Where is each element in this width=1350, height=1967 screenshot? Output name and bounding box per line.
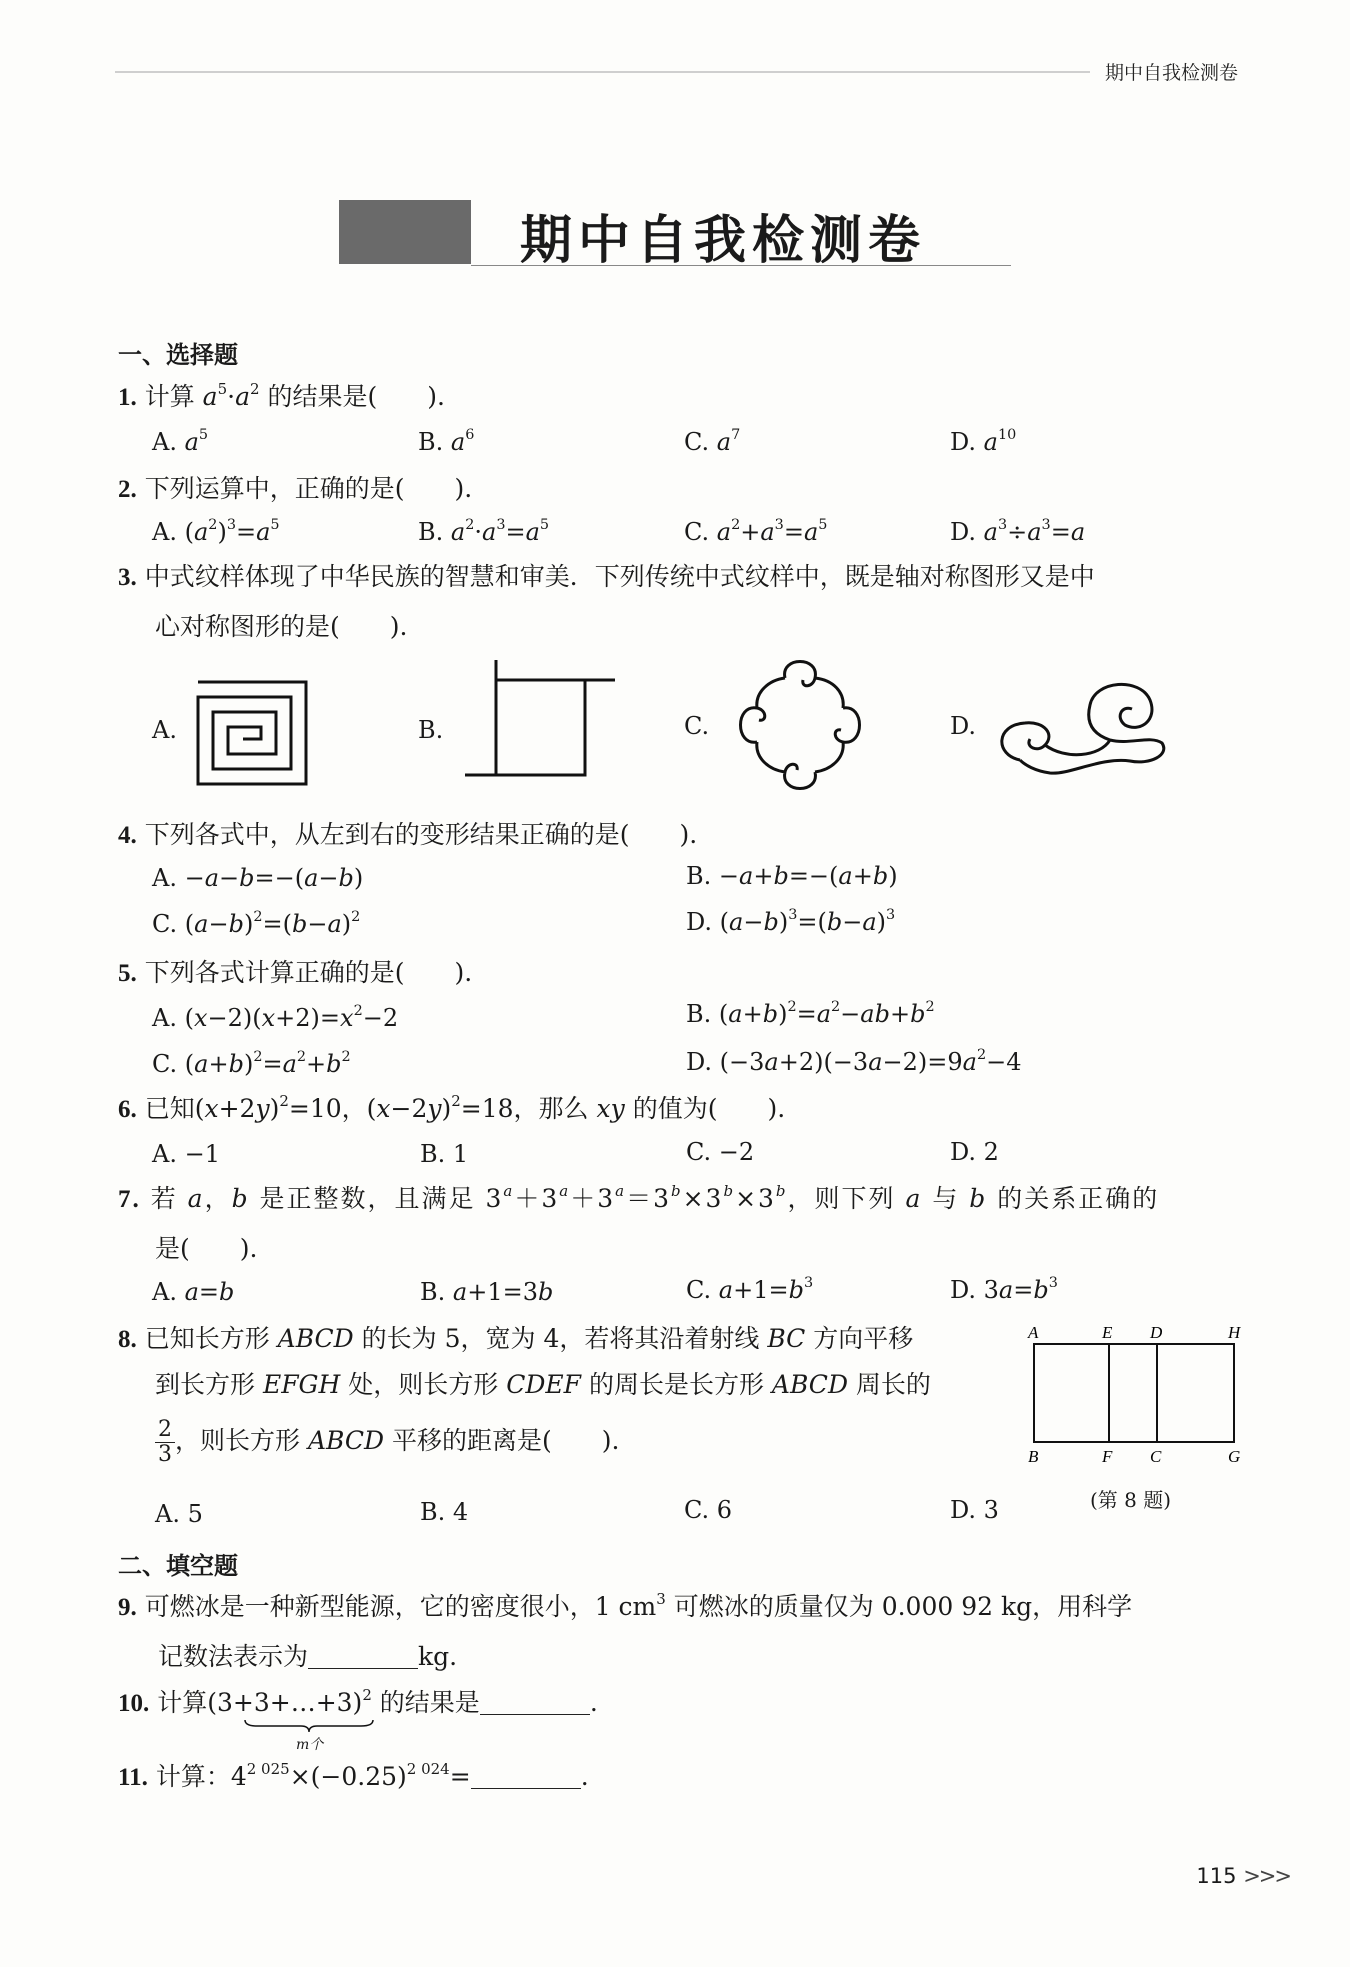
question-stem: 可燃冰是一种新型能源，它的密度很小，1 cm bbox=[144, 1592, 657, 1621]
question-7 bbox=[118, 1182, 1159, 1217]
question-8 bbox=[118, 1322, 913, 1357]
question-8-cont: 到长方形 EFGH 处，则长方形 CDEF 的周长是长方形 ABCD 周长的 bbox=[155, 1370, 931, 1399]
option-label: C. bbox=[152, 910, 178, 938]
option-label: D. bbox=[950, 518, 977, 546]
option-label: B. bbox=[420, 1498, 446, 1526]
q4-option-a[interactable]: A. −a−b=−(a−b) bbox=[152, 864, 364, 892]
option-label: C. bbox=[684, 428, 710, 456]
q4-option-b[interactable]: B. −a+b=−(a+b) bbox=[686, 862, 898, 890]
question-stem: 已知$(x+2y)^2=10$，$(x-2y)^2=18$，那么 xy 的值为( ). bbox=[144, 1091, 786, 1123]
option-label: A. bbox=[155, 1500, 180, 1528]
option-label: A. bbox=[152, 1278, 177, 1306]
option-label: D. bbox=[686, 908, 713, 936]
question-number: 11. bbox=[118, 1764, 148, 1791]
option-label: D. bbox=[686, 1048, 713, 1076]
question-number: 10. bbox=[118, 1690, 150, 1717]
option-label: A. bbox=[152, 1140, 177, 1168]
q2-option-b[interactable]: B. $a^2\cdot a^3=a^5$ bbox=[418, 517, 550, 546]
option-label: C. bbox=[684, 1496, 710, 1524]
q7-option-b[interactable]: B. a+1=3b bbox=[420, 1278, 554, 1306]
question-stem: 下列各式计算正确的是( ). bbox=[144, 958, 473, 987]
q1-option-d[interactable]: D. $a^{10}$ bbox=[950, 427, 1017, 456]
corner-frame-pattern-icon[interactable] bbox=[460, 655, 620, 785]
question-number: 2. bbox=[118, 476, 137, 503]
running-title: 期中自我检测卷 bbox=[1104, 62, 1238, 84]
option-label: D. bbox=[950, 428, 977, 456]
page-number bbox=[1196, 1864, 1290, 1888]
option-label: B. bbox=[420, 1278, 446, 1306]
option-label: D. bbox=[950, 1496, 977, 1524]
rectangle-translation-figure bbox=[1022, 1318, 1242, 1468]
q4-option-d[interactable]: D. $(a-b)^3=(b-a)^3$ bbox=[686, 907, 896, 936]
option-label: C. bbox=[686, 1276, 712, 1304]
question-stem: 的结果是 bbox=[371, 1688, 480, 1717]
question-5 bbox=[118, 956, 472, 991]
label-c: C bbox=[1150, 1447, 1162, 1466]
q1-option-b[interactable]: B. $a^6$ bbox=[418, 427, 475, 456]
section-heading-fill: 二、填空题 bbox=[118, 1552, 238, 1580]
q3-option-d-label[interactable]: D. bbox=[950, 712, 977, 740]
option-label: B. bbox=[420, 1140, 446, 1168]
q5-option-b[interactable]: B. $(a+b)^2=a^2-ab+b^2$ bbox=[686, 999, 935, 1028]
question-number: 5. bbox=[118, 960, 137, 987]
q5-option-a[interactable]: A. $(x-2)(x+2)=x^2-2$ bbox=[152, 1003, 399, 1032]
q5-option-c[interactable]: C. $(a+b)^2=a^2+b^2$ bbox=[152, 1049, 351, 1078]
label-b: B bbox=[1028, 1447, 1039, 1466]
q3-option-a-label[interactable]: A. bbox=[152, 716, 177, 744]
section-heading-choice: 一、选择题 bbox=[118, 341, 238, 369]
option-label: C. bbox=[152, 1050, 178, 1078]
question-1: 1. 计算 $a^5\cdot a^2$ 的结果是( ). bbox=[118, 379, 445, 411]
answer-blank[interactable] bbox=[471, 1762, 581, 1789]
label-f: F bbox=[1102, 1447, 1113, 1466]
q2-option-a[interactable]: A. $(a^2)^3=a^5$ bbox=[152, 517, 280, 546]
question-3-cont: 心对称图形的是( ). bbox=[155, 612, 408, 641]
question-stem: 下列各式中，从左到右的变形结果正确的是( ). bbox=[144, 820, 698, 849]
q3-option-c-label[interactable]: C. bbox=[684, 712, 710, 740]
q2-option-d[interactable]: D. $a^3\div a^3=a$ bbox=[950, 517, 1086, 546]
option-label: A. bbox=[152, 518, 177, 546]
q6-option-a[interactable]: A. −1 bbox=[152, 1140, 220, 1168]
question-number: 6. bbox=[118, 1096, 137, 1123]
q8-option-a[interactable]: A. 5 bbox=[155, 1500, 203, 1528]
q8-option-c[interactable]: C. 6 bbox=[684, 1496, 733, 1524]
title-underline bbox=[471, 265, 1011, 266]
q6-option-d[interactable]: D. 2 bbox=[950, 1138, 999, 1166]
unit-label: kg. bbox=[418, 1642, 458, 1671]
fraction-two-thirds: $\frac{2}{3}$ bbox=[155, 1418, 175, 1467]
question-9: 9. 可燃冰是一种新型能源，它的密度很小，1 $cm^3$ 可燃冰的质量仅为 0.000 92 kg，用科学 bbox=[118, 1589, 1133, 1621]
answer-blank[interactable] bbox=[480, 1688, 590, 1715]
question-number: 9. bbox=[118, 1594, 137, 1621]
question-stem: 计算 bbox=[144, 382, 203, 411]
figure-caption: (第 8 题) bbox=[1090, 1488, 1172, 1512]
q5-option-d[interactable]: D. $(-3a+2)(-3a-2)=9a^2-4$ bbox=[686, 1047, 1022, 1076]
q8-option-b[interactable]: B. 4 bbox=[420, 1498, 469, 1526]
question-11: 11. 计算：$4^{2 025}\times(-0.25)^{2 024}=$ . bbox=[118, 1759, 589, 1791]
q4-option-c[interactable]: C. $(a-b)^2=(b-a)^2$ bbox=[152, 909, 361, 938]
question-stem: 可燃冰的质量仅为 0.000 92 kg，用科学 bbox=[665, 1592, 1133, 1621]
question-6 bbox=[118, 1092, 785, 1127]
option-label: B. bbox=[686, 862, 712, 890]
q7-option-a[interactable]: A. a=b bbox=[152, 1278, 235, 1306]
label-a: A bbox=[1028, 1323, 1039, 1342]
question-stem: 中式纹样体现了中华民族的智慧和审美．下列传统中式纹样中，既是轴对称图形又是中 bbox=[144, 562, 1095, 591]
question-9-cont bbox=[158, 1640, 457, 1674]
option-label: D. bbox=[950, 1276, 977, 1304]
q7-option-c[interactable]: C. $a+1=b^3$ bbox=[686, 1275, 814, 1304]
option-label: A. bbox=[152, 864, 177, 892]
cloud-quatrefoil-pattern-icon[interactable] bbox=[725, 650, 875, 800]
answer-blank[interactable] bbox=[308, 1642, 418, 1669]
question-stem: 若 a，b 是正整数，且满足 $3^a+3^a+3^a=3^b\times 3^b\times 3^b$，则下列 a 与 b 的关系正确的 bbox=[150, 1181, 1160, 1213]
q1-option-c[interactable]: C. $a^7$ bbox=[684, 427, 741, 456]
option-label: C. bbox=[686, 1138, 712, 1166]
question-10: 10. 计算(3+3+…+3)$^2$ 的结果是 . bbox=[118, 1686, 598, 1721]
label-h: H bbox=[1228, 1323, 1241, 1342]
q3-option-b-label[interactable]: B. bbox=[418, 716, 444, 744]
q6-option-b[interactable]: B. 1 bbox=[420, 1140, 469, 1168]
label-d: D bbox=[1150, 1323, 1163, 1342]
underbrace-sum: 3+3+…+3 bbox=[216, 1688, 353, 1717]
question-7-cont: 是( ). bbox=[155, 1234, 258, 1263]
question-stem: 的结果是( ). bbox=[259, 382, 445, 411]
option-label: B. bbox=[418, 518, 444, 546]
title-decoration bbox=[339, 200, 471, 264]
underbrace-icon bbox=[243, 1718, 375, 1734]
option-label: B. bbox=[418, 428, 444, 456]
chevron-right-icon: >>> bbox=[1243, 1864, 1290, 1888]
spiral-pattern-icon[interactable] bbox=[188, 672, 318, 792]
question-number: 1. bbox=[118, 384, 137, 411]
question-number: 4. bbox=[118, 822, 137, 849]
question-stem: 下列运算中，正确的是( ). bbox=[144, 474, 473, 503]
question-stem: 计算： bbox=[155, 1762, 231, 1791]
q6-option-c[interactable]: C. −2 bbox=[686, 1138, 755, 1166]
q1-option-a[interactable]: A. $a^5$ bbox=[152, 427, 209, 456]
label-g: G bbox=[1228, 1447, 1241, 1466]
auspicious-cloud-pattern-icon[interactable] bbox=[990, 665, 1170, 785]
option-label: D. bbox=[950, 1138, 977, 1166]
q7-option-d[interactable]: D. $3a=b^3$ bbox=[950, 1275, 1058, 1304]
option-label: A. bbox=[152, 1004, 177, 1032]
q2-option-c[interactable]: C. $a^2+a^3=a^5$ bbox=[684, 517, 828, 546]
option-label: B. bbox=[686, 1000, 712, 1028]
option-label: C. bbox=[684, 518, 710, 546]
option-label: A. bbox=[152, 428, 177, 456]
question-2 bbox=[118, 472, 472, 507]
page-title: 期中自我检测卷 bbox=[520, 211, 927, 271]
question-stem: 记数法表示为 bbox=[158, 1642, 309, 1671]
question-stem: 计算 bbox=[157, 1688, 208, 1717]
label-e: E bbox=[1102, 1323, 1113, 1342]
q8-option-d[interactable]: D. 3 bbox=[950, 1496, 999, 1524]
question-number: 7. bbox=[118, 1186, 141, 1213]
question-number: 8. bbox=[118, 1326, 137, 1353]
underbrace-label: m个 bbox=[296, 1737, 324, 1753]
page-number-text: 115 bbox=[1196, 1864, 1237, 1888]
question-8-cont2: $\frac{2}{3}$ ，则长方形 ABCD 平移的距离是( ). bbox=[155, 1418, 619, 1467]
header-rule bbox=[115, 71, 1090, 73]
question-4 bbox=[118, 818, 697, 853]
question-number: 3. bbox=[118, 564, 137, 591]
question-stem: 已知长方形 ABCD 的长为 5，宽为 4，若将其沿着射线 BC 方向平移 bbox=[144, 1324, 914, 1353]
question-3 bbox=[118, 560, 1095, 595]
